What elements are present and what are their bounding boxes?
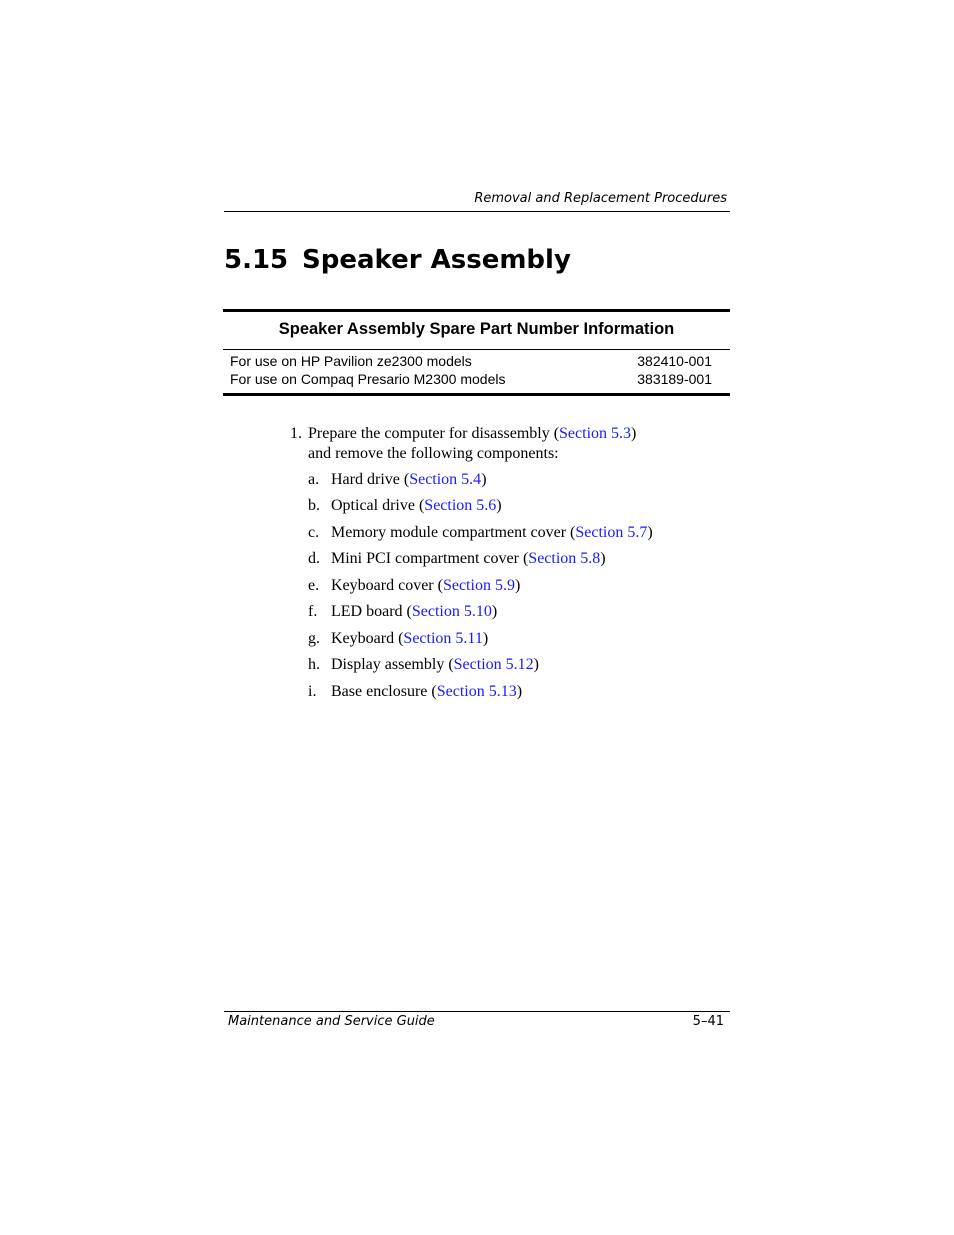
item-letter: g.	[308, 630, 320, 647]
item-text	[331, 470, 487, 490]
section-number: 5.15	[224, 245, 289, 275]
running-header: Removal and Replacement Procedures	[474, 191, 727, 206]
step-text-before-link: Prepare the computer for disassembly (	[308, 425, 560, 442]
section-link[interactable]: Section 5.6	[424, 497, 497, 514]
part-number: 382410-001	[637, 353, 712, 369]
item-letter: i.	[308, 683, 317, 700]
item-label: LED board (	[331, 603, 412, 620]
step-line-1	[308, 424, 708, 444]
item-text	[331, 629, 488, 649]
item-letter: h.	[308, 656, 320, 673]
page-number: 5–41	[692, 1014, 724, 1029]
item-letter: d.	[308, 550, 320, 567]
footer-guide-title: Maintenance and Service Guide	[228, 1014, 435, 1029]
item-text	[331, 602, 497, 622]
item-close-paren: )	[533, 656, 539, 673]
item-label: Base enclosure (	[331, 683, 437, 700]
section-title: Speaker Assembly	[302, 245, 571, 275]
item-close-paren: )	[496, 497, 502, 514]
item-letter: f.	[308, 603, 318, 620]
item-label: Mini PCI compartment cover (	[331, 550, 529, 567]
item-letter: e.	[308, 577, 320, 594]
section-link[interactable]: Section 5.12	[453, 656, 534, 673]
item-label: Display assembly (	[331, 656, 454, 673]
part-description: For use on HP Pavilion ze2300 models	[230, 353, 472, 369]
section-link[interactable]: Section 5.10	[411, 603, 492, 620]
item-close-paren: )	[516, 683, 523, 700]
item-label: Keyboard cover (	[331, 577, 443, 594]
item-close-paren: )	[514, 577, 521, 594]
section-link[interactable]: Section 5.9	[442, 577, 515, 594]
table-bottom-rule	[223, 393, 730, 396]
section-link[interactable]: Section 5.4	[409, 471, 482, 488]
item-close-paren: )	[647, 524, 653, 541]
item-text	[331, 549, 606, 569]
item-close-paren: )	[600, 550, 606, 567]
item-label: Keyboard (	[331, 630, 404, 647]
item-letter: a.	[308, 471, 320, 488]
step-text	[308, 424, 708, 463]
step-line-2: and remove the following components:	[308, 444, 559, 462]
table-row	[230, 352, 712, 370]
footer-divider	[224, 1011, 730, 1012]
item-text	[331, 576, 520, 596]
item-close-paren: )	[481, 471, 487, 488]
item-text	[331, 682, 522, 702]
section-link[interactable]: Section 5.13	[436, 683, 517, 700]
item-label: Hard drive (	[331, 471, 410, 488]
table-top-rule	[223, 309, 730, 312]
header-divider	[224, 211, 730, 212]
item-label: Optical drive (	[331, 497, 425, 514]
section-link[interactable]: Section 5.3	[559, 425, 632, 442]
item-close-paren: )	[491, 603, 498, 620]
part-number: 383189-001	[637, 371, 712, 387]
item-text	[331, 655, 539, 675]
step-number: 1.	[290, 425, 302, 442]
item-label: Memory module compartment cover (	[331, 524, 576, 541]
step-text-after-link: )	[631, 425, 637, 442]
table-header-rule	[223, 349, 730, 350]
section-link[interactable]: Section 5.7	[575, 524, 648, 541]
item-letter: b.	[308, 497, 320, 514]
item-text	[331, 496, 502, 516]
table-row	[230, 370, 712, 388]
table-title: Speaker Assembly Spare Part Number Information	[278, 320, 675, 338]
item-text	[331, 523, 653, 543]
section-link[interactable]: Section 5.11	[403, 630, 483, 647]
section-link[interactable]: Section 5.8	[528, 550, 601, 567]
item-close-paren: )	[482, 630, 489, 647]
section-heading	[224, 240, 571, 280]
part-description: For use on Compaq Presario M2300 models	[230, 371, 506, 387]
item-letter: c.	[308, 524, 320, 541]
